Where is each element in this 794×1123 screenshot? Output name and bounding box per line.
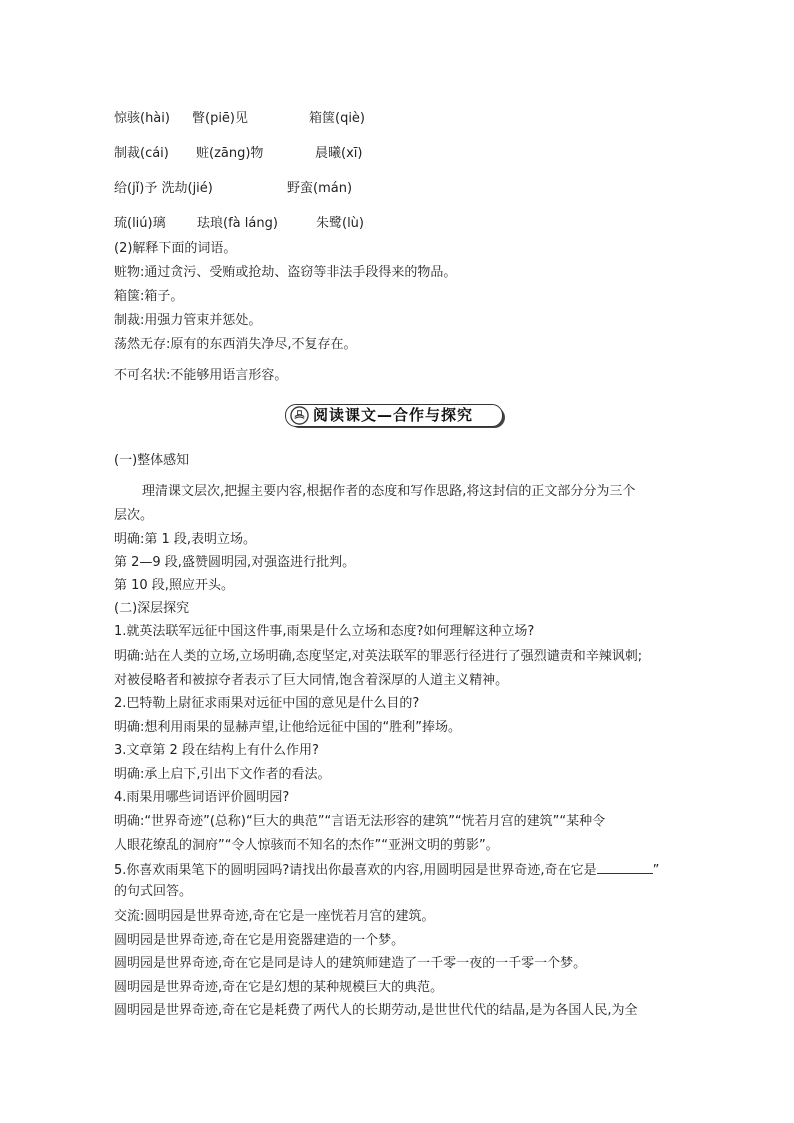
section-banner [285, 404, 505, 429]
vocab-word: 珐琅(fà láng) [197, 216, 278, 231]
exchange-line: 圆明园是世界奇迹,奇在它是同是诗人的建筑师建造了一千零一夜的一千零一个梦。 [114, 956, 587, 971]
section-heading-overall: (一)整体感知 [114, 453, 190, 468]
exchange-line: 圆明园是世界奇迹,奇在它是耗费了两代人的长期劳动,是世世代代的结晶,是为各国人民,为全 [114, 1003, 638, 1018]
answer-line: 明确:站在人类的立场,立场明确,态度坚定,对英法联军的罪恶行径进行了强烈谴责和辛辣讽刺; [114, 649, 643, 664]
question-text: 5.你喜欢雨果笔下的圆明园吗?请找出你最喜欢的内容,用圆明园是世界奇迹,奇在它是 [114, 863, 597, 878]
question: 1.就英法联军远征中国这件事,雨果是什么立场和态度?如何理解这种立场? [114, 624, 535, 639]
answer-line: 明确:“世界奇迹”(总称)“巨大的典范”“言语无法形容的建筑”“恍若月宫的建筑”“某种令 [114, 814, 606, 829]
vocab-word: 惊骇(hài) [114, 111, 170, 126]
vocab-word: 晨曦(xī) [315, 146, 363, 161]
answer-line: 第 2—9 段,盛赞圆明园,对强盗进行批判。 [114, 555, 356, 570]
question: 的句式回答。 [114, 884, 193, 899]
exchange-line: 圆明园是世界奇迹,奇在它是用瓷器建造的一个梦。 [114, 933, 405, 948]
vocab-word: 朱鹭(lù) [316, 216, 364, 231]
explain-item: 制裁:用强力管束并惩处。 [114, 313, 262, 328]
vocab-word: 瞥(piē)见 [192, 111, 249, 126]
vocab-word: 箱箧(qiè) [309, 111, 366, 126]
question: 4.雨果用哪些词语评价圆明园? [114, 790, 290, 805]
section-heading-deep: (二)深层探究 [114, 601, 190, 616]
exchange-line: 圆明园是世界奇迹,奇在它是幻想的某种规模巨大的典范。 [114, 980, 444, 995]
answer-line: 对被侵略者和被掠夺者表示了巨大同情,饱含着深厚的人道主义精神。 [114, 673, 509, 688]
paragraph-line: 理清课文层次,把握主要内容,根据作者的态度和写作思路,将这封信的正文部分分为三个 [142, 484, 636, 499]
answer-line: 人眼花缭乱的洞府”“令人惊骇而不知名的杰作”“亚洲文明的剪影”。 [114, 838, 499, 853]
closing-quote: ” [652, 863, 660, 878]
question: 2.巴特勒上尉征求雨果对远征中国的意见是什么目的? [114, 696, 420, 711]
vocab-word: 给(jǐ)予 洗劫(jié) [114, 181, 213, 196]
explain-item: 赃物:通过贪污、受贿或抢劫、盗窃等非法手段得来的物品。 [114, 265, 457, 280]
explain-item: 荡然无存:原有的东西消失净尽,不复存在。 [114, 337, 357, 352]
answer-line: 明确:承上启下,引出下文作者的看法。 [114, 767, 331, 782]
vocab-word: 野蛮(mán) [287, 181, 353, 196]
fill-blank [597, 861, 653, 874]
answer-line: 明确:想利用雨果的显赫声望,让他给远征中国的“胜利”捧场。 [114, 720, 461, 735]
book-icon [290, 406, 309, 425]
explain-item: 不可名状:不能够用语言形容。 [114, 368, 288, 383]
question [114, 861, 659, 879]
explain-heading: (2)解释下面的词语。 [114, 241, 237, 256]
exchange-line: 交流:圆明园是世界奇迹,奇在它是一座恍若月宫的建筑。 [114, 909, 435, 924]
vocab-word: 赃(zāng)物 [196, 146, 264, 161]
question: 3.文章第 2 段在结构上有什么作用? [114, 743, 319, 758]
answer-line: 明确:第 1 段,表明立场。 [114, 532, 257, 547]
explain-item: 箱箧:箱子。 [114, 289, 184, 304]
vocab-word: 制裁(cái) [114, 146, 169, 161]
paragraph-line: 层次。 [114, 508, 154, 523]
banner-title: 阅读课文—合作与探究 [313, 406, 474, 424]
answer-line: 第 10 段,照应开头。 [114, 578, 234, 593]
vocab-word: 琉(liú)璃 [114, 216, 166, 231]
